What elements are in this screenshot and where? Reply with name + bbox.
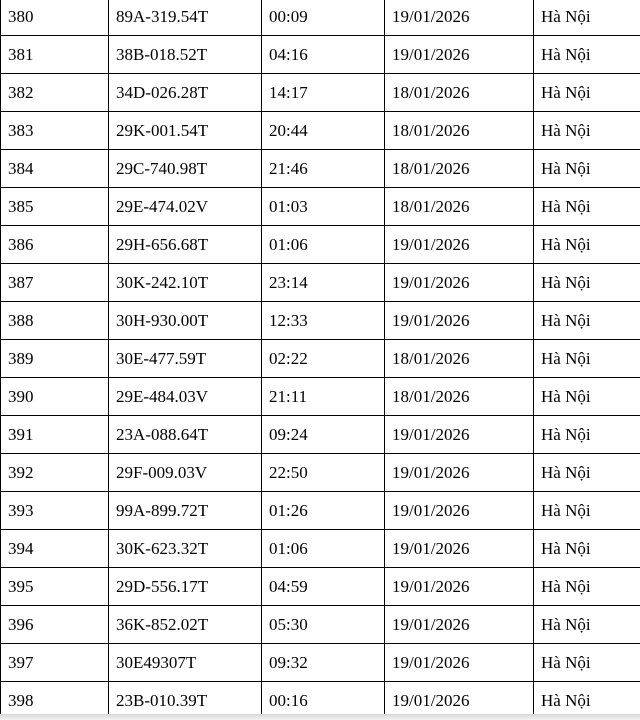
location-cell: Hà Nội bbox=[534, 416, 640, 454]
location-cell: Hà Nội bbox=[534, 0, 640, 36]
date-cell: 19/01/2026 bbox=[385, 36, 534, 74]
date-cell: 19/01/2026 bbox=[385, 682, 534, 720]
table-row bbox=[1, 0, 640, 36]
location-cell: Hà Nội bbox=[534, 112, 640, 150]
date-cell: 19/01/2026 bbox=[385, 454, 534, 492]
table-row bbox=[1, 416, 640, 454]
table-row bbox=[1, 568, 640, 606]
time-cell: 20:44 bbox=[262, 112, 385, 150]
bottom-edge-shadow bbox=[0, 714, 640, 720]
location-cell: Hà Nội bbox=[534, 378, 640, 416]
table-row bbox=[1, 188, 640, 226]
table-row bbox=[1, 74, 640, 112]
date-cell: 18/01/2026 bbox=[385, 340, 534, 378]
license-plate-cell: 23A-088.64T bbox=[109, 416, 262, 454]
row-number-cell: 395 bbox=[1, 568, 109, 606]
time-cell: 23:14 bbox=[262, 264, 385, 302]
license-plate-cell: 30E-477.59T bbox=[109, 340, 262, 378]
table-row bbox=[1, 150, 640, 188]
row-number-cell: 383 bbox=[1, 112, 109, 150]
time-cell: 01:03 bbox=[262, 188, 385, 226]
time-cell: 12:33 bbox=[262, 302, 385, 340]
time-cell: 21:11 bbox=[262, 378, 385, 416]
time-cell: 00:09 bbox=[262, 0, 385, 36]
row-number-cell: 394 bbox=[1, 530, 109, 568]
license-plate-cell: 38B-018.52T bbox=[109, 36, 262, 74]
license-plate-cell: 30K-242.10T bbox=[109, 264, 262, 302]
time-cell: 14:17 bbox=[262, 74, 385, 112]
table-row bbox=[1, 644, 640, 682]
time-cell: 04:16 bbox=[262, 36, 385, 74]
location-cell: Hà Nội bbox=[534, 454, 640, 492]
date-cell: 18/01/2026 bbox=[385, 378, 534, 416]
date-cell: 19/01/2026 bbox=[385, 530, 534, 568]
row-number-cell: 380 bbox=[1, 0, 109, 36]
row-number-cell: 397 bbox=[1, 644, 109, 682]
table-row bbox=[1, 530, 640, 568]
table-row bbox=[1, 492, 640, 530]
license-plate-cell: 29F-009.03V bbox=[109, 454, 262, 492]
table-row bbox=[1, 340, 640, 378]
date-cell: 18/01/2026 bbox=[385, 188, 534, 226]
row-number-cell: 381 bbox=[1, 36, 109, 74]
license-plate-cell: 29H-656.68T bbox=[109, 226, 262, 264]
row-number-cell: 387 bbox=[1, 264, 109, 302]
date-cell: 19/01/2026 bbox=[385, 492, 534, 530]
location-cell: Hà Nội bbox=[534, 264, 640, 302]
row-number-cell: 388 bbox=[1, 302, 109, 340]
table-row bbox=[1, 454, 640, 492]
date-cell: 19/01/2026 bbox=[385, 226, 534, 264]
date-cell: 18/01/2026 bbox=[385, 112, 534, 150]
license-plate-cell: 29E-484.03V bbox=[109, 378, 262, 416]
license-plate-cell: 29D-556.17T bbox=[109, 568, 262, 606]
location-cell: Hà Nội bbox=[534, 340, 640, 378]
row-number-cell: 391 bbox=[1, 416, 109, 454]
location-cell: Hà Nội bbox=[534, 188, 640, 226]
location-cell: Hà Nội bbox=[534, 150, 640, 188]
date-cell: 19/01/2026 bbox=[385, 264, 534, 302]
time-cell: 05:30 bbox=[262, 606, 385, 644]
table-row bbox=[1, 226, 640, 264]
date-cell: 19/01/2026 bbox=[385, 568, 534, 606]
location-cell: Hà Nội bbox=[534, 530, 640, 568]
table-row bbox=[1, 36, 640, 74]
table-row bbox=[1, 606, 640, 644]
license-plate-cell: 30K-623.32T bbox=[109, 530, 262, 568]
time-cell: 02:22 bbox=[262, 340, 385, 378]
location-cell: Hà Nội bbox=[534, 606, 640, 644]
location-cell: Hà Nội bbox=[534, 226, 640, 264]
time-cell: 01:26 bbox=[262, 492, 385, 530]
location-cell: Hà Nội bbox=[534, 682, 640, 720]
table-row bbox=[1, 264, 640, 302]
time-cell: 21:46 bbox=[262, 150, 385, 188]
date-cell: 19/01/2026 bbox=[385, 302, 534, 340]
time-cell: 01:06 bbox=[262, 530, 385, 568]
table-row bbox=[1, 378, 640, 416]
table-row bbox=[1, 112, 640, 150]
table-body bbox=[1, 0, 640, 720]
location-cell: Hà Nội bbox=[534, 302, 640, 340]
row-number-cell: 392 bbox=[1, 454, 109, 492]
location-cell: Hà Nội bbox=[534, 74, 640, 112]
row-number-cell: 382 bbox=[1, 74, 109, 112]
license-plate-cell: 29K-001.54T bbox=[109, 112, 262, 150]
row-number-cell: 398 bbox=[1, 682, 109, 720]
time-cell: 22:50 bbox=[262, 454, 385, 492]
time-cell: 04:59 bbox=[262, 568, 385, 606]
row-number-cell: 386 bbox=[1, 226, 109, 264]
license-plate-cell: 29E-474.02V bbox=[109, 188, 262, 226]
table-row bbox=[1, 302, 640, 340]
date-cell: 18/01/2026 bbox=[385, 150, 534, 188]
license-plate-cell: 23B-010.39T bbox=[109, 682, 262, 720]
time-cell: 01:06 bbox=[262, 226, 385, 264]
time-cell: 09:24 bbox=[262, 416, 385, 454]
location-cell: Hà Nội bbox=[534, 644, 640, 682]
license-plate-cell: 30H-930.00T bbox=[109, 302, 262, 340]
row-number-cell: 396 bbox=[1, 606, 109, 644]
location-cell: Hà Nội bbox=[534, 36, 640, 74]
license-plate-cell: 30E49307T bbox=[109, 644, 262, 682]
row-number-cell: 389 bbox=[1, 340, 109, 378]
row-number-cell: 385 bbox=[1, 188, 109, 226]
row-number-cell: 390 bbox=[1, 378, 109, 416]
license-plate-cell: 99A-899.72T bbox=[109, 492, 262, 530]
license-plate-cell: 34D-026.28T bbox=[109, 74, 262, 112]
license-plate-cell: 29C-740.98T bbox=[109, 150, 262, 188]
row-number-cell: 384 bbox=[1, 150, 109, 188]
time-cell: 00:16 bbox=[262, 682, 385, 720]
date-cell: 19/01/2026 bbox=[385, 416, 534, 454]
location-cell: Hà Nội bbox=[534, 568, 640, 606]
date-cell: 19/01/2026 bbox=[385, 0, 534, 36]
date-cell: 19/01/2026 bbox=[385, 606, 534, 644]
time-cell: 09:32 bbox=[262, 644, 385, 682]
location-cell: Hà Nội bbox=[534, 492, 640, 530]
date-cell: 19/01/2026 bbox=[385, 644, 534, 682]
date-cell: 18/01/2026 bbox=[385, 74, 534, 112]
row-number-cell: 393 bbox=[1, 492, 109, 530]
license-plate-cell: 36K-852.02T bbox=[109, 606, 262, 644]
license-plate-cell: 89A-319.54T bbox=[109, 0, 262, 36]
